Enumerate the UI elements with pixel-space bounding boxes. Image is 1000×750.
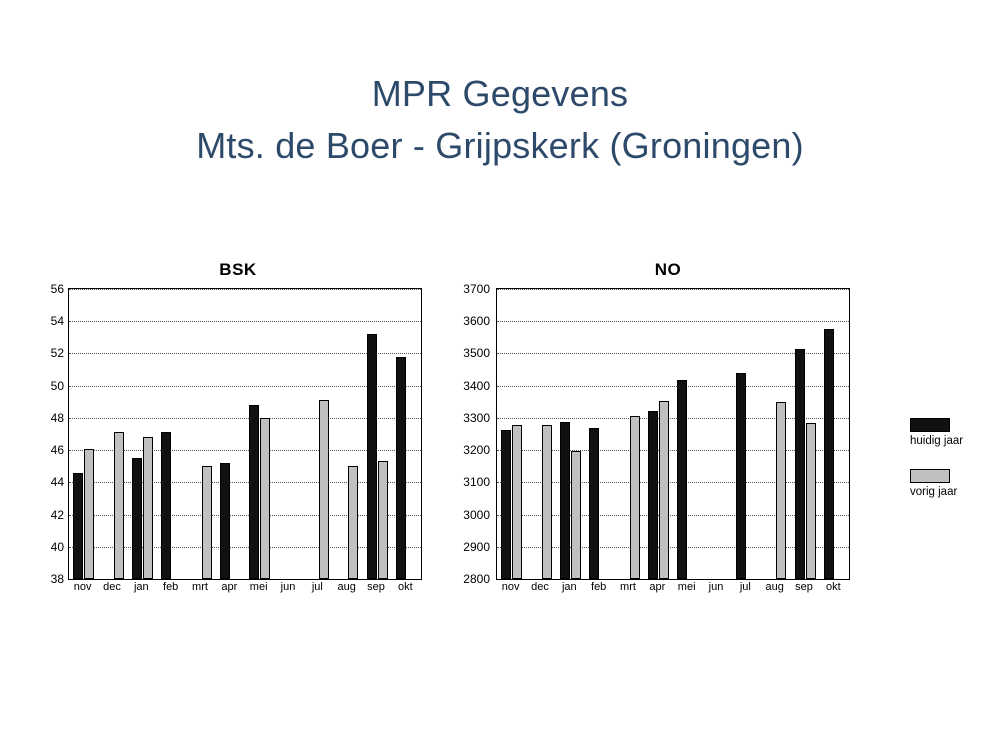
bar-current-jan — [560, 422, 570, 579]
y-axis-tick-label: 3400 — [463, 378, 490, 393]
bar-current-apr — [220, 463, 230, 579]
x-axis-tick-label: dec — [531, 581, 549, 593]
x-axis-tick-label: apr — [221, 581, 238, 593]
x-axis-tick-label: okt — [397, 581, 413, 593]
bar-previous-sep — [378, 461, 388, 579]
bar-previous-jul — [319, 400, 329, 579]
bar-previous-nov — [512, 425, 522, 579]
bar-current-nov — [501, 430, 511, 579]
bar-current-mei — [677, 380, 687, 579]
x-axis-tick-label: feb — [591, 581, 607, 593]
bar-previous-aug — [776, 402, 786, 579]
x-axis-tick-label: feb — [163, 581, 179, 593]
x-axis-tick-label: sep — [367, 581, 385, 593]
page-title-line1: MPR Gegevens — [371, 73, 629, 114]
y-axis-tick-label: 2900 — [463, 539, 490, 554]
x-axis-tick-label: jul — [311, 581, 323, 593]
chart-no-title: NO — [654, 260, 682, 279]
y-axis-tick-label: 42 — [50, 507, 64, 522]
x-axis-tick-label: aug — [765, 581, 784, 593]
y-axis-tick-label: 56 — [50, 282, 64, 296]
page-title-line2: Mts. de Boer - Grijpskerk (Groningen) — [196, 125, 804, 167]
x-axis-tick-label: mei — [677, 581, 696, 593]
y-axis-tick-label: 52 — [50, 346, 64, 361]
chart-bsk-plot-area — [68, 288, 422, 580]
page-title — [0, 68, 1000, 172]
y-axis-tick-label: 50 — [50, 378, 64, 393]
x-axis-tick-label: apr — [649, 581, 666, 593]
bar-previous-mrt — [202, 466, 212, 579]
y-axis-tick-label: 48 — [50, 410, 64, 425]
x-axis-tick-label: nov — [501, 581, 520, 593]
bar-previous-mrt — [630, 416, 640, 579]
x-axis-tick-label: jun — [708, 581, 724, 593]
bar-current-jul — [736, 373, 746, 579]
y-axis-tick-label: 3500 — [463, 346, 490, 361]
x-axis-tick-label: mrt — [192, 581, 208, 593]
legend-item-previous — [910, 469, 1000, 498]
bar-previous-apr — [659, 401, 669, 579]
chart-no-y-axis — [448, 282, 494, 586]
chart-bsk — [28, 260, 448, 593]
chart-bsk-y-axis — [28, 282, 68, 586]
x-axis-tick-label: jan — [561, 581, 577, 593]
bar-current-sep — [795, 349, 805, 579]
x-axis-tick-label: jun — [280, 581, 296, 593]
y-axis-tick-label: 3600 — [463, 314, 490, 329]
y-axis-tick-label: 3700 — [463, 282, 490, 296]
bar-previous-jan — [143, 437, 153, 579]
y-axis-tick-label: 3000 — [463, 507, 490, 522]
x-axis-tick-label: mei — [249, 581, 268, 593]
chart-bsk-x-axis — [68, 581, 420, 601]
x-axis-tick-label: mrt — [620, 581, 636, 593]
legend-swatch-previous — [910, 469, 950, 483]
y-axis-tick-label: 38 — [50, 572, 64, 586]
bar-current-feb — [589, 428, 599, 579]
x-axis-tick-label: okt — [825, 581, 841, 593]
x-axis-tick-label: sep — [795, 581, 813, 593]
chart-bsk-bars — [69, 289, 421, 579]
chart-no-x-axis — [496, 581, 848, 601]
bar-previous-mei — [260, 418, 270, 579]
bar-current-nov — [73, 473, 83, 579]
y-axis-tick-label: 46 — [50, 443, 64, 458]
bar-current-okt — [396, 357, 406, 579]
x-axis-tick-label: jan — [133, 581, 149, 593]
bar-previous-jan — [571, 451, 581, 579]
y-axis-tick-label: 3300 — [463, 410, 490, 425]
bar-current-okt — [824, 329, 834, 579]
legend-label-previous: vorig jaar — [910, 486, 958, 498]
bar-current-mei — [249, 405, 259, 579]
bar-previous-nov — [84, 449, 94, 580]
chart-no-bars — [497, 289, 849, 579]
charts-area — [0, 260, 1000, 640]
chart-no-plot-area — [496, 288, 850, 580]
bar-previous-aug — [348, 466, 358, 579]
y-axis-tick-label: 3200 — [463, 443, 490, 458]
legend-label-current: huidig jaar — [910, 435, 964, 447]
bar-previous-sep — [806, 423, 816, 579]
bar-previous-dec — [542, 425, 552, 579]
bar-current-jan — [132, 458, 142, 579]
x-axis-tick-label: nov — [73, 581, 92, 593]
x-axis-tick-label: aug — [337, 581, 356, 593]
bar-current-apr — [648, 411, 658, 579]
legend-swatch-current — [910, 418, 950, 432]
x-axis-tick-label: jul — [739, 581, 751, 593]
y-axis-tick-label: 40 — [50, 539, 64, 554]
chart-legend — [910, 418, 1000, 520]
y-axis-tick-label: 44 — [50, 475, 64, 490]
bar-current-feb — [161, 432, 171, 579]
bar-current-sep — [367, 334, 377, 579]
y-axis-tick-label: 54 — [50, 314, 64, 329]
x-axis-tick-label: dec — [103, 581, 121, 593]
legend-item-current — [910, 418, 1000, 447]
chart-bsk-title: BSK — [219, 260, 257, 279]
chart-no — [448, 260, 888, 593]
y-axis-tick-label: 3100 — [463, 475, 490, 490]
bar-previous-dec — [114, 432, 124, 579]
y-axis-tick-label: 2800 — [463, 572, 490, 586]
